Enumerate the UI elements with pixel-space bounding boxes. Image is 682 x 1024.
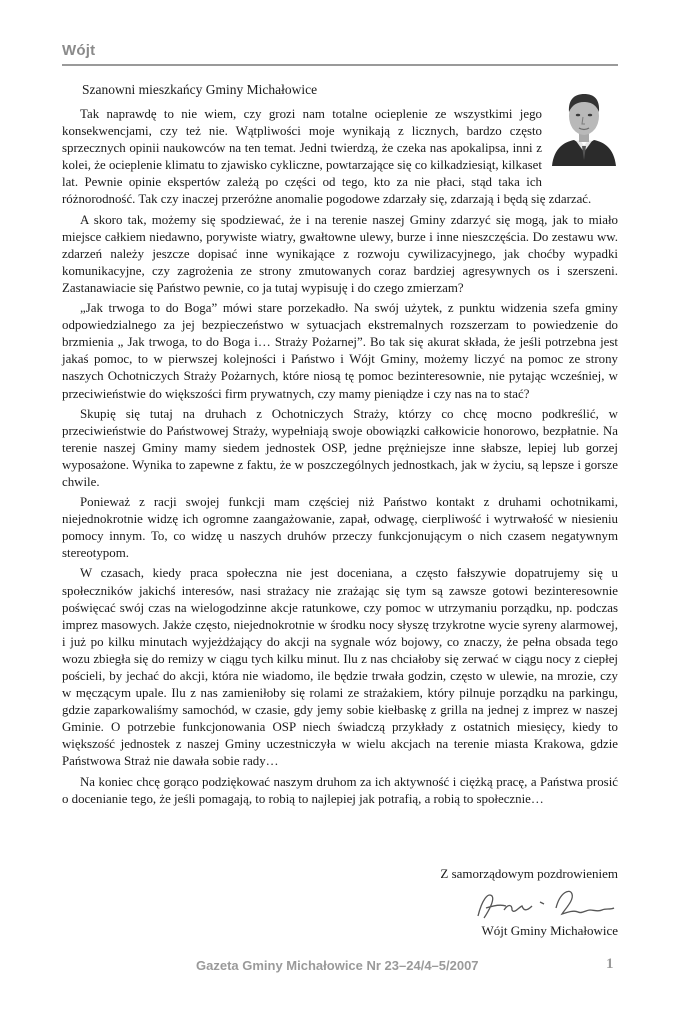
handwritten-signature <box>470 878 620 928</box>
letter-salutation: Szanowni mieszkańcy Gminy Michałowice <box>82 82 318 97</box>
letter-paragraph: A skoro tak, możemy się spodziewać, że i na terenie naszej Gminy zdarzyć się mogą, jak to miało miejsce całkiem niedawno, porywiste wiatry, gwałtowne ulewy, burze i inne nieszczęścia. Do zestawu ww. zdarzeń należy jeszcze dopisać inne wynikające z rozwoju cywilizacyjnego, jak choćby wypadki komunikacyjne, czy zagrożenia ze strony zmutowanych coraz bardziej agresywnych os i szerszeni. Zastanawiacie się Państwo pewnie, co ja tutaj wypisuję i do czego zmierzam? <box>62 212 618 295</box>
letter-paragraph: Na koniec chcę gorąco podziękować naszym druhom za ich aktywność i ciężką pracę, a Państwa prosić o docenianie tego, że jeśli pomagają, to robią to najlepiej jak potrafią, a robią to społecznie… <box>62 774 618 806</box>
header-rule <box>62 64 618 66</box>
paragraph-text: Tak naprawdę to nie wiem, czy grozi nam totalne ocieplenie ze wszystkimi jego konsekwencjami, czy też nie. Wątpliwości moje wynikają z licznych, bardzo często sprzecznych opinii naukowców na ten temat. Jedni twierdzą, że czeka nas apokalipsa, inni z kolei, że ocieplenie klimatu to zjawisko cykliczne, powtarzające się co kilkadziesiąt, kilkaset lat. Pewnie opinie ekspertów zależą po części od tego, kto za nie płaci, stąd taka ich różnorodność. Tak czy inaczej przeróżne anomalie pogodowe zdarzały się, zdarzają i będą się zdarzać. <box>62 107 592 207</box>
letter-signer: Wójt Gminy Michałowice <box>481 923 618 938</box>
letter-paragraph: Ponieważ z racji swojej funkcji mam częściej niż Państwo kontakt z druhami ochotnikami, niejednokrotnie widzę ich ogromne zaangażowanie, zapał, odwagę, cierpliwość i wytrwałość w niesieniu pomocy innym. To, co widzę u naszych druhów przeczy funkcjonującym o nich czasem negatywnym stereotypom. <box>62 495 618 561</box>
page-number: 1 <box>606 956 614 972</box>
letter-paragraph: „Jak trwoga to do Boga” mówi stare porzekadło. Na swój użytek, z punktu widzenia szefa gminy odpowiedzialnego za jej bezpieczeństwo w sytuacjach ekstremalnych rozszerzam to powiedzenie do brzmienia „ Jak trwoga, to do Boga i… Straży Pożarnej”. Bo tak się akurat składa, że jeśli potrzebna jest jakaś pomoc, to w pierwszej kolejności i Państwo i Wójt Gminy, możemy liczyć na pomoc ze strony naszych Ochotniczych Straży Pożarnych, które niosą tę pomoc bezinteresownie, nie pytając wcześniej, w przeciwieństwie do większości firm prywatnych, czy mamy pieniądze i czy nas na to stać? <box>62 301 618 401</box>
letter-paragraph: Skupię się tutaj na druhach z Ochotniczych Straży, którzy co chcę mocno podkreślić, w przeciwieństwie do Państwowej Straży, wypełniają swoje obowiązki całkowicie honorowo, bezpłatnie. Na terenie naszej Gminy mamy siedem jednostek OSP, jedne prężniejsze inne słabsze, lepiej lub gorzej wyposażone. Wynika to zapewne z faktu, że w poszczególnych jednostkach, jak w życiu, są lepsze i gorsze chwile. <box>62 406 618 489</box>
letter-closing: Z samorządowym pozdrowieniem <box>440 866 618 881</box>
letter-paragraph <box>62 106 618 209</box>
section-label: Wójt <box>62 42 96 59</box>
letter-body <box>62 106 618 811</box>
letter-paragraph: W czasach, kiedy praca społeczna nie jest doceniana, a często fałszywie dopatrujemy się u społeczników jakichś interesów, nasi strażacy nie zrażając się tym są zawsze gotowi bezinteresownie poświęcać swój czas na wielogodzinne akcje ratunkowe, czy pomoc w utrzymaniu porządku, np. podczas imprez masowych. Jakże często, niejednokrotnie w środku nocy słyszę trzykrotne wycie syreny alarmowej, i już po kilku minutach wyjeżdżający do akcji na sygnale wóz bojowy, co znaczy, że pełna obsada tego wozu zbiegła się do remizy w ciągu tych kilku minut. Ilu z nas chciałoby się zerwać w ciągu nocy z ciepłej pościeli, by jechać do akcji, która nie wiadomo, ile będzie trwała godzin, często w ulewie, na mrozie, czy w męczącym upale. Ilu z nas zamieniłoby się rolami ze strażakiem, który pilnuje porządku na parkingu, gdzie zaparkowaliśmy samochód, w czasie, gdy jemy sobie kiełbaskę z grilla na jednej z imprez w naszej Gminie. O potrzebie funkcjonowania OSP niech świadczą przykłady z ostatnich miesięcy, kiedy to większość jednostek z naszej Gminy uczestniczyła w wielu akcjach na terenie miasta Krakowa, gdzie Państwowa Straż nie dawała sobie rady… <box>62 566 618 769</box>
footer-publication-title: Gazeta Gminy Michałowice Nr 23–24/4–5/2007 <box>196 958 479 973</box>
portrait-text-wrap <box>542 106 618 176</box>
